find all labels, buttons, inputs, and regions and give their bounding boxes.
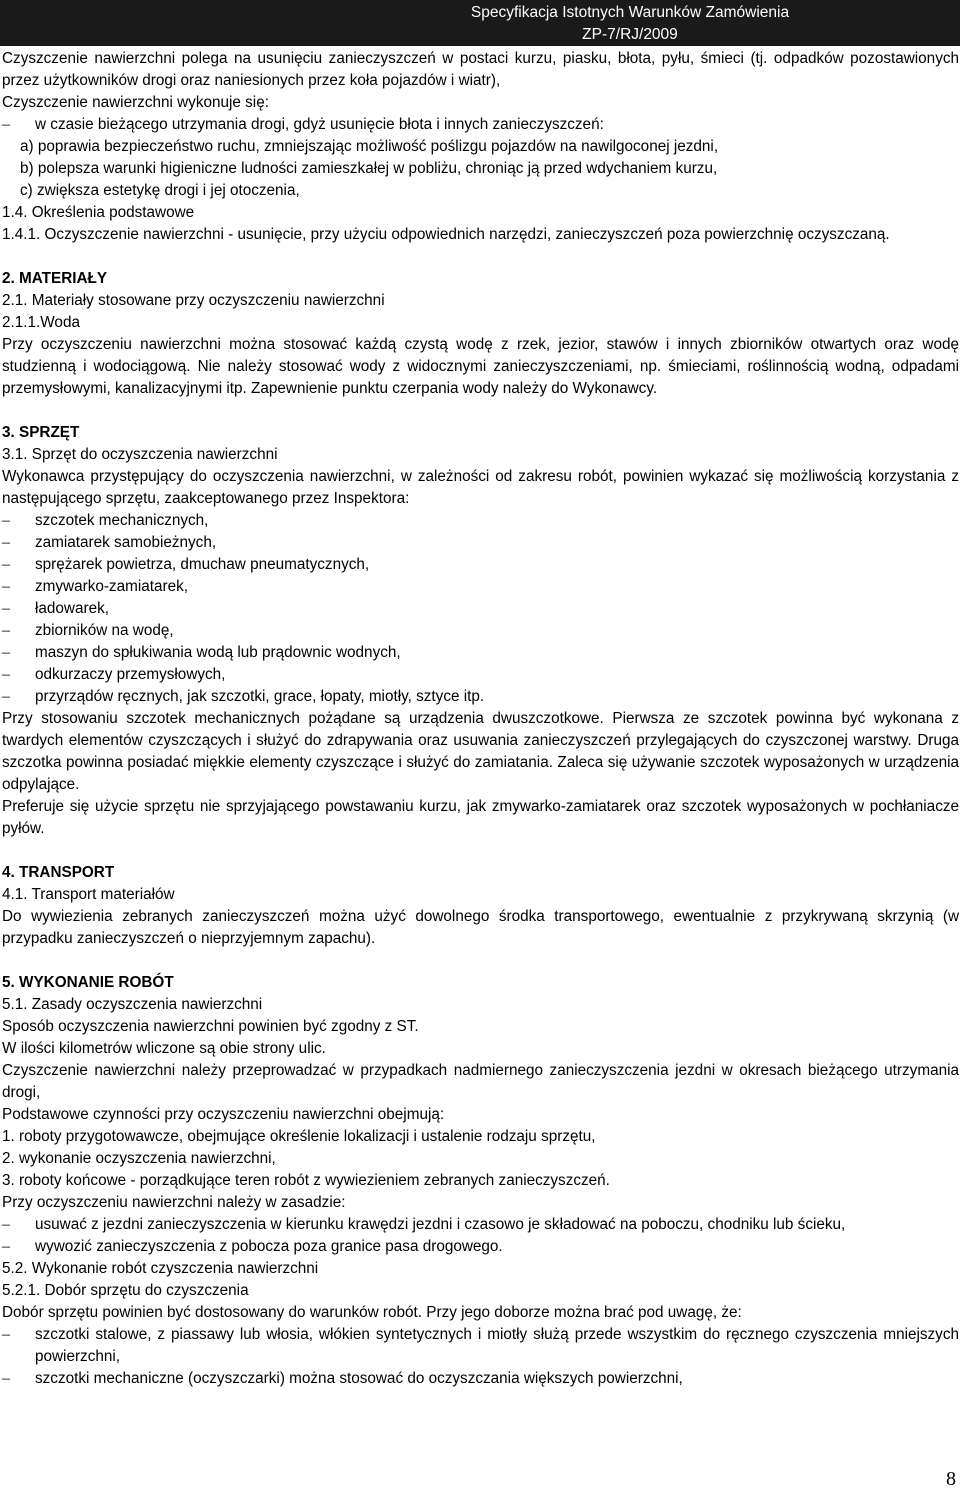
water-paragraph: Przy oczyszczeniu nawierzchni można stosować każdą czystą wodę z rzek, jezior, stawów i innych zbiorników otwartych oraz wodę studzienną i wodociągową. Nie należy stosować wody z widocznymi zanieczyszczeniami, np. śmieciami, roślinnością wodną, odpadami przemysłowymi, kanalizacyjnymi itp. Zapewnienie punktu czerpania wody należy do Wykonawcy. [2, 336, 959, 397]
section-heading-materials: 2. MATERIAŁY [2, 270, 108, 287]
intro-paragraph-2: Czyszczenie nawierzchni wykonuje się: [2, 94, 269, 111]
paragraph: Podstawowe czynności przy oczyszczeniu nawierzchni obejmują: [2, 1106, 445, 1123]
list-item-c: c) zwiększa estetykę drogi i jej otoczenia, [20, 182, 300, 199]
transport-paragraph: Do wywiezienia zebranych zanieczyszczeń można użyć dowolnego środka transportowego, ewentualnie z przykrywaną skrzynią (w przypadku zanieczyszczeń o nieprzyjemnym zapachu). [2, 908, 959, 947]
header-code: ZP-7/RJ/2009 [582, 26, 678, 43]
page-number: 8 [946, 1468, 956, 1490]
list-item-b: b) polepsza warunki higieniczne ludności zamieszkałej w pobliżu, chroniąc ją przed wdychaniem kurzu, [20, 160, 718, 177]
subsection-heading: 3.1. Sprzęt do oczyszczenia nawierzchni [2, 446, 278, 463]
subsection-heading: 5.1. Zasady oczyszczenia nawierzchni [2, 996, 263, 1013]
numbered-item: 3. roboty końcowe - porządkujące teren robót z wywiezieniem zebranych zanieczyszczeń. [2, 1172, 610, 1189]
list-item: – ładowarek, [2, 598, 959, 620]
list-item: – zbiorników na wodę, [2, 620, 959, 642]
paragraph: W ilości kilometrów wliczone są obie strony ulic. [2, 1040, 326, 1057]
paragraph: Czyszczenie nawierzchni należy przeprowadzać w przypadkach nadmiernego zanieczyszczenia jezdni w okresach bieżącego utrzymania drogi, [2, 1062, 959, 1101]
subsection-heading: 2.1. Materiały stosowane przy oczyszczeniu nawierzchni [2, 292, 385, 309]
list-item: – usuwać z jezdni zanieczyszczenia w kierunku krawędzi jezdni i czasowo je składować na poboczu, chodniku lub ścieku, [2, 1214, 959, 1236]
list-item: – zamiatarek samobieżnych, [2, 532, 959, 554]
subsection-heading: 1.4. Określenia podstawowe [2, 204, 195, 221]
document-body [2, 48, 959, 1390]
subsection-heading: 2.1.1.Woda [2, 314, 80, 331]
list-item-a: a) poprawia bezpieczeństwo ruchu, zmniejszając możliwość poślizgu pojazdów na nawilgoconej jezdni, [20, 138, 719, 155]
paragraph: Dobór sprzętu powinien być dostosowany do warunków robót. Przy jego doborze można brać pod uwagę, że: [2, 1304, 742, 1321]
brushes-paragraph: Przy stosowaniu szczotek mechanicznych pożądane są urządzenia dwuszczotkowe. Pierwsza ze szczotek powinna być wykonana z twardych elementów czyszczących i służyć do zdrapywania oraz usuwania zanieczyszczeń przylegających do czyszczonej warstwy. Druga szczotka powinna posiadać miękkie elementy czyszczące i służyć do zamiatania. Zaleca się używanie szczotek wyposażonych w urządzenia odpylające. [2, 710, 959, 793]
definition-paragraph: 1.4.1. Oczyszczenie nawierzchni - usunięcie, przy użyciu odpowiednich narzędzi, zanieczyszczeń poza powierzchnię oczyszczaną. [2, 226, 890, 243]
equipment-paragraph: Wykonawca przystępujący do oczyszczenia nawierzchni, w zależności od zakresu robót, powinien wykazać się możliwością korzystania z następującego sprzętu, zaakceptowanego przez Inspektora: [2, 468, 959, 507]
list-item: – maszyn do spłukiwania wodą lub prądownic wodnych, [2, 642, 959, 664]
list-item: – sprężarek powietrza, dmuchaw pneumatycznych, [2, 554, 959, 576]
preference-paragraph: Preferuje się użycie sprzętu nie sprzyjającego powstawaniu kurzu, jak zmywarko-zamiatarek oraz szczotek wyposażonych w pochłaniacze pyłów. [2, 798, 959, 837]
list-item: – zmywarko-zamiatarek, [2, 576, 959, 598]
header-title: Specyfikacja Istotnych Warunków Zamówienia [470, 4, 790, 21]
page-header [0, 0, 960, 46]
paragraph: Przy oczyszczeniu nawierzchni należy w zasadzie: [2, 1194, 346, 1211]
subsection-heading: 4.1. Transport materiałów [2, 886, 175, 903]
list-item: – szczotek mechanicznych, [2, 510, 959, 532]
list-item: – szczotki stalowe, z piassawy lub włosia, włókien syntetycznych i miotły służą przede wszystkim do ręcznego czyszczenia mniejszych powierzchni, [2, 1324, 959, 1368]
paragraph: Sposób oczyszczenia nawierzchni powinien być zgodny z ST. [2, 1018, 419, 1035]
intro-paragraph: Czyszczenie nawierzchni polega na usunięciu zanieczyszczeń w postaci kurzu, piasku, błota, pyłu, śmieci (tj. odpadków pozostawionych przez użytkowników drogi oraz naniesionych przez koła pojazdów i wiatr), [2, 50, 959, 89]
list-item: – szczotki mechaniczne (oczyszczarki) można stosować do oczyszczania większych powierzchni, [2, 1368, 959, 1390]
list-item: – przyrządów ręcznych, jak szczotki, grace, łopaty, miotły, sztyce itp. [2, 686, 959, 708]
section-heading-equipment: 3. SPRZĘT [2, 424, 80, 441]
list-item: – wywozić zanieczyszczenia z pobocza poza granice pasa drogowego. [2, 1236, 959, 1258]
subsection-heading: 5.2. Wykonanie robót czyszczenia nawierzchni [2, 1260, 319, 1277]
section-heading-execution: 5. WYKONANIE ROBÓT [2, 974, 174, 991]
list-item: – w czasie bieżącego utrzymania drogi, gdyż usunięcie błota i innych zanieczyszczeń: [2, 114, 959, 136]
numbered-item: 1. roboty przygotowawcze, obejmujące określenie lokalizacji i ustalenie rodzaju sprzętu, [2, 1128, 596, 1145]
list-item: – odkurzaczy przemysłowych, [2, 664, 959, 686]
numbered-item: 2. wykonanie oczyszczenia nawierzchni, [2, 1150, 276, 1167]
section-heading-transport: 4. TRANSPORT [2, 864, 115, 881]
subsection-heading: 5.2.1. Dobór sprzętu do czyszczenia [2, 1282, 249, 1299]
